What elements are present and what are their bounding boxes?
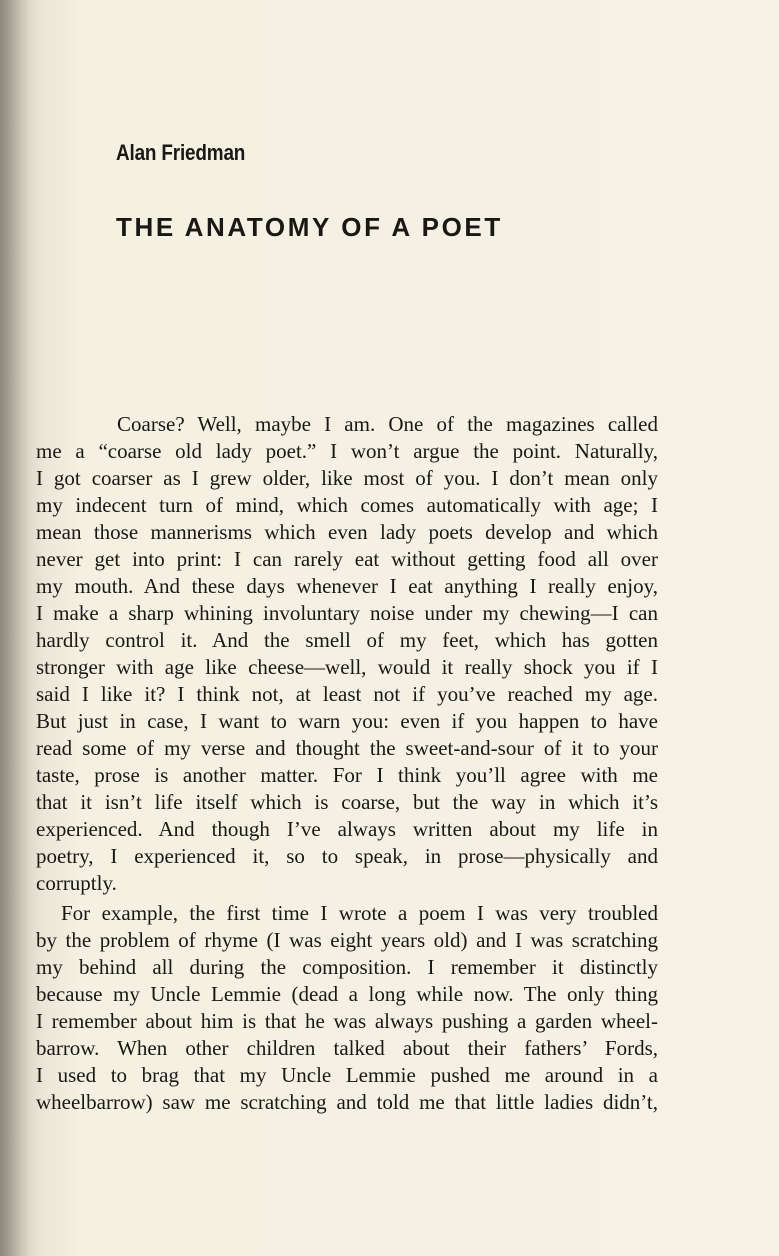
body-line: because my Uncle Lemmie (dead a long while now. The only thing <box>36 982 658 1006</box>
body-line: my behind all during the composition. I remember it distinctly <box>36 955 658 979</box>
body-line: poetry, I experienced it, so to speak, in prose—physically and <box>36 844 658 868</box>
author-name: Alan Friedman <box>116 140 246 165</box>
body-line: I make a sharp whining involuntary noise under my chewing—I can <box>36 601 658 625</box>
body-line: hardly control it. And the smell of my feet, which has gotten <box>36 628 658 652</box>
body-line: said I like it? I think not, at least not if you’ve reached my age. <box>36 682 658 706</box>
body-line: read some of my verse and thought the sweet-and-sour of it to your <box>36 736 658 760</box>
spine-shadow <box>0 0 30 1256</box>
body-line: mean those mannerisms which even lady poets develop and which <box>36 520 658 544</box>
body-line: me a “coarse old lady poet.” I won’t argue the point. Naturally, <box>36 439 658 463</box>
body-line: experienced. And though I’ve always written about my life in <box>36 817 658 841</box>
story-title: THE ANATOMY OF A POET <box>116 212 503 242</box>
body-line: But just in case, I want to warn you: even if you happen to have <box>36 709 658 733</box>
body-line: stronger with age like cheese—well, would it really shock you if I <box>36 655 658 679</box>
body-line: I got coarser as I grew older, like most of you. I don’t mean only <box>36 466 658 490</box>
body-line: wheelbarrow) saw me scratching and told me that little ladies didn’t, <box>36 1090 658 1114</box>
body-line: For example, the first time I wrote a poem I was very troubled <box>61 901 658 925</box>
body-line: corruptly. <box>36 871 117 895</box>
body-line: Coarse? Well, maybe I am. One of the magazines called <box>117 412 658 436</box>
body-line: never get into print: I can rarely eat without getting food all over <box>36 547 658 571</box>
body-line: by the problem of rhyme (I was eight years old) and I was scratching <box>36 928 658 952</box>
body-line: my mouth. And these days whenever I eat anything I really enjoy, <box>36 574 658 598</box>
body-line: I used to brag that my Uncle Lemmie pushed me around in a <box>36 1063 658 1087</box>
body-line: my indecent turn of mind, which comes automatically with age; I <box>36 493 658 517</box>
body-line: that it isn’t life itself which is coarse, but the way in which it’s <box>36 790 658 814</box>
body-line: barrow. When other children talked about their fathers’ Fords, <box>36 1036 658 1060</box>
body-line: I remember about him is that he was always pushing a garden wheel- <box>36 1009 658 1033</box>
body-line: taste, prose is another matter. For I think you’ll agree with me <box>36 763 658 787</box>
